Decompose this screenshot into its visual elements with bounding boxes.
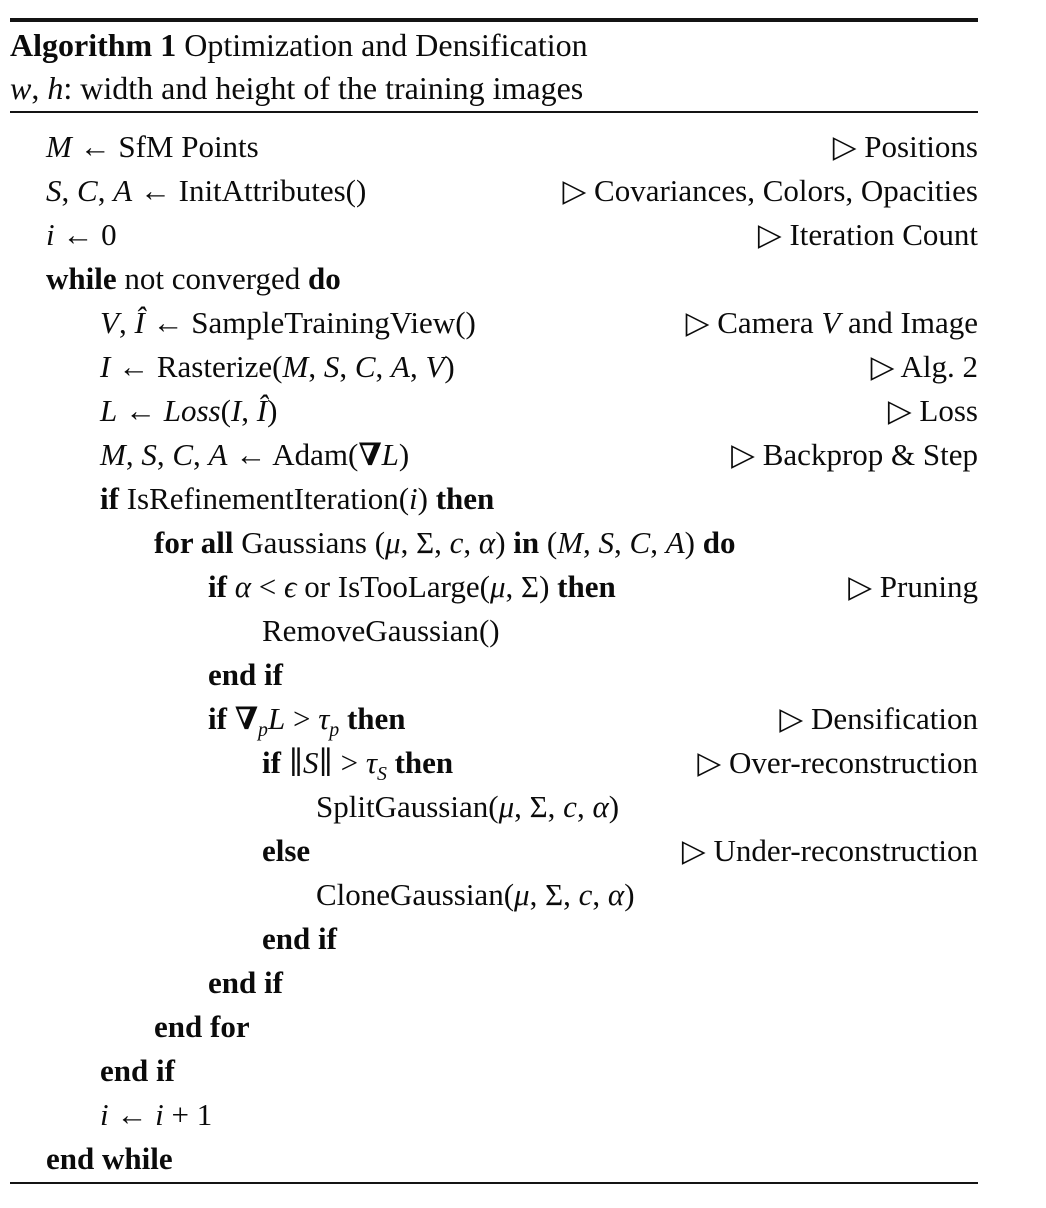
- code-seg: ,: [308, 349, 324, 384]
- code-line-22: [46, 1049, 978, 1093]
- code-line-21: [46, 1005, 978, 1049]
- code-seg: SplitGaussian(: [316, 789, 499, 824]
- code-text: [46, 257, 341, 301]
- code-seg: p: [258, 719, 268, 742]
- line-comment: [888, 389, 978, 433]
- code-line-12: [46, 609, 978, 653]
- code-seg: ,: [463, 525, 479, 560]
- code-text: [46, 477, 494, 521]
- code-seg: S: [46, 173, 62, 208]
- code-seg: M: [100, 437, 126, 472]
- code-seg: S: [141, 437, 157, 472]
- code-seg: ← 0: [54, 217, 117, 252]
- code-line-11: [46, 565, 978, 609]
- code-line-13: [46, 653, 978, 697]
- code-text: [46, 389, 277, 433]
- comment-seg: ▷ Iteration Count: [757, 217, 978, 252]
- code-seg: end for: [154, 1009, 250, 1044]
- code-seg: ,: [583, 525, 599, 560]
- code-seg: ): [608, 789, 620, 824]
- code-seg: C: [172, 437, 194, 472]
- code-seg: ∇: [234, 701, 259, 736]
- code-seg: for all: [154, 525, 234, 560]
- code-seg: S: [323, 349, 340, 384]
- subtitle-seg: ,: [31, 70, 48, 106]
- code-seg: ← SfM Points: [71, 129, 259, 164]
- code-seg: ← InitAttributes(): [132, 173, 367, 208]
- code-seg: A: [391, 349, 410, 384]
- code-seg: then: [394, 745, 454, 780]
- algorithm-title: [10, 24, 978, 67]
- code-seg: then: [557, 569, 616, 604]
- code-line-17: [46, 829, 978, 873]
- code-text: [46, 609, 500, 653]
- comment-seg: ▷ Loss: [887, 393, 978, 428]
- code-seg: i: [100, 1097, 109, 1132]
- code-line-24: [46, 1137, 978, 1181]
- code-seg: ,: [576, 789, 593, 824]
- code-seg: i: [409, 481, 418, 516]
- code-seg: α: [478, 525, 496, 560]
- code-seg: c: [449, 525, 464, 560]
- code-seg: α: [592, 789, 609, 824]
- code-line-2: [46, 169, 978, 213]
- code-seg: >: [285, 701, 319, 736]
- code-text: [46, 697, 406, 741]
- code-seg: ,: [650, 525, 666, 560]
- code-seg: , Σ,: [529, 877, 579, 912]
- code-seg: Î: [256, 393, 268, 428]
- line-comment: [779, 697, 978, 741]
- code-seg: ,: [193, 437, 209, 472]
- code-line-3: [46, 213, 978, 257]
- code-seg: V: [425, 349, 445, 384]
- line-comment: [833, 125, 978, 169]
- comment-seg: ▷ Over-reconstruction: [697, 745, 978, 780]
- code-seg: Î: [134, 305, 145, 340]
- code-text: [46, 1093, 212, 1137]
- code-seg: M: [46, 129, 72, 164]
- code-line-14: [46, 697, 978, 741]
- code-seg: end while: [46, 1141, 173, 1176]
- code-seg: [387, 745, 395, 780]
- code-seg: ,: [125, 437, 142, 472]
- code-seg: else: [262, 833, 311, 868]
- code-seg: i: [155, 1097, 164, 1132]
- code-seg: Gaussians (: [233, 525, 386, 560]
- code-seg: ,: [409, 349, 426, 384]
- code-seg: C: [354, 349, 376, 384]
- comment-seg: ▷ Backprop & Step: [731, 437, 978, 472]
- comment-seg: ▷ Under-reconstruction: [681, 833, 978, 868]
- code-seg: μ: [514, 877, 530, 912]
- code-seg: M: [282, 349, 309, 384]
- comment-seg: and Image: [840, 305, 978, 340]
- code-seg: S: [598, 525, 615, 560]
- code-seg: ∥: [280, 745, 304, 780]
- code-seg: ): [495, 525, 514, 560]
- code-seg: τ: [318, 701, 330, 736]
- code-seg: ): [267, 393, 278, 428]
- code-line-8: [46, 433, 978, 477]
- code-seg: A: [208, 437, 228, 472]
- code-seg: end if: [208, 657, 283, 692]
- code-seg: I: [100, 349, 111, 384]
- code-seg: <: [250, 569, 284, 604]
- code-seg: ): [684, 525, 703, 560]
- comment-seg: ▷ Alg. 2: [870, 349, 978, 384]
- code-seg: c: [563, 789, 577, 824]
- code-seg: L: [267, 701, 286, 736]
- code-line-1: [46, 125, 978, 169]
- code-seg: p: [329, 719, 340, 742]
- line-comment: [848, 565, 978, 609]
- code-seg: , Σ): [505, 569, 558, 604]
- code-seg: [227, 701, 235, 736]
- code-line-7: [46, 389, 978, 433]
- code-text: [46, 785, 619, 829]
- code-seg: if: [208, 569, 227, 604]
- code-text: [46, 301, 476, 345]
- code-text: [46, 169, 366, 213]
- code-line-20: [46, 961, 978, 1005]
- code-seg: [339, 701, 347, 736]
- code-seg: in: [513, 525, 540, 560]
- code-seg: then: [435, 481, 495, 516]
- code-seg: C: [77, 173, 98, 208]
- code-text: [46, 1049, 175, 1093]
- code-seg: ,: [118, 305, 135, 340]
- title-seg: Optimization and Densification: [176, 27, 588, 63]
- line-comment: [562, 169, 978, 213]
- code-seg: ← Adam(: [227, 437, 359, 472]
- code-line-19: [46, 917, 978, 961]
- code-text: [46, 829, 310, 873]
- line-comment: [731, 433, 978, 477]
- code-seg: if: [100, 481, 119, 516]
- code-seg: or IsTooLarge(: [296, 569, 490, 604]
- code-seg: if: [208, 701, 227, 736]
- code-seg: ←: [108, 1097, 156, 1132]
- code-seg: if: [262, 745, 281, 780]
- code-seg: do: [702, 525, 736, 560]
- code-seg: ∇: [358, 437, 382, 472]
- code-text: [46, 1137, 173, 1181]
- comment-seg: V: [821, 305, 841, 340]
- code-seg: ): [444, 349, 455, 384]
- comment-seg: ▷ Camera: [685, 305, 822, 340]
- code-seg: ,: [375, 349, 391, 384]
- code-seg: L: [100, 393, 118, 428]
- algorithm-subtitle: [10, 67, 978, 110]
- code-seg: ,: [97, 173, 114, 208]
- code-text: [46, 873, 635, 917]
- code-seg: [227, 569, 235, 604]
- line-comment: [682, 829, 978, 873]
- code-seg: ,: [241, 393, 257, 428]
- algorithm-body: [10, 113, 978, 1181]
- code-seg: ϵ: [283, 569, 297, 604]
- code-line-9: [46, 477, 978, 521]
- code-seg: M: [557, 525, 584, 560]
- code-text: [46, 125, 259, 169]
- bottom-rule: [10, 1182, 978, 1184]
- code-seg: (: [539, 525, 558, 560]
- code-seg: ,: [156, 437, 173, 472]
- subtitle-seg: h: [47, 70, 64, 106]
- code-seg: Loss: [163, 393, 221, 428]
- comment-seg: ▷ Pruning: [848, 569, 978, 604]
- comment-seg: ▷ Covariances, Colors, Opacities: [562, 173, 978, 208]
- code-line-6: [46, 345, 978, 389]
- code-seg: , Σ,: [400, 525, 450, 560]
- code-seg: S: [376, 763, 387, 786]
- code-seg: ,: [61, 173, 77, 208]
- code-seg: ←: [117, 393, 164, 428]
- code-text: [46, 961, 283, 1005]
- code-seg: c: [578, 877, 593, 912]
- code-seg: end if: [100, 1053, 175, 1088]
- code-seg: μ: [385, 525, 401, 560]
- code-seg: i: [46, 217, 55, 252]
- code-text: [46, 345, 455, 389]
- code-seg: ): [417, 481, 436, 516]
- line-comment: [697, 741, 978, 785]
- subtitle-seg: : width and height of the training images: [63, 70, 584, 106]
- code-seg: A: [113, 173, 133, 208]
- code-text: [46, 565, 616, 609]
- code-text: [46, 1005, 250, 1049]
- code-seg: τ: [365, 745, 377, 780]
- code-text: [46, 917, 337, 961]
- algorithm-figure: [10, 0, 978, 1184]
- code-line-18: [46, 873, 978, 917]
- code-seg: C: [629, 525, 651, 560]
- code-line-23: [46, 1093, 978, 1137]
- code-seg: ): [624, 877, 635, 912]
- code-seg: then: [346, 701, 406, 736]
- code-seg: ∥ >: [318, 745, 366, 780]
- code-seg: end if: [262, 921, 337, 956]
- code-seg: I: [230, 393, 242, 428]
- code-seg: ,: [614, 525, 630, 560]
- code-seg: ,: [592, 877, 608, 912]
- code-seg: α: [234, 569, 251, 604]
- code-seg: , Σ,: [514, 789, 564, 824]
- subtitle-seg: w: [10, 70, 32, 106]
- code-seg: while: [46, 261, 117, 296]
- line-comment: [686, 301, 978, 345]
- code-line-5: [46, 301, 978, 345]
- code-seg: L: [381, 437, 399, 472]
- code-seg: μ: [498, 789, 515, 824]
- algorithm-header: [10, 22, 978, 111]
- code-seg: ← Rasterize(: [110, 349, 283, 384]
- code-seg: α: [607, 877, 625, 912]
- code-seg: not converged: [116, 261, 309, 296]
- code-seg: A: [665, 525, 685, 560]
- code-text: [46, 653, 283, 697]
- code-seg: end if: [208, 965, 283, 1000]
- code-text: [46, 433, 409, 477]
- code-seg: ,: [339, 349, 355, 384]
- code-text: [46, 213, 117, 257]
- code-seg: S: [303, 745, 319, 780]
- code-seg: do: [308, 261, 341, 296]
- code-text: [46, 521, 736, 565]
- code-line-10: [46, 521, 978, 565]
- code-line-15: [46, 741, 978, 785]
- comment-seg: ▷ Densification: [779, 701, 978, 736]
- code-seg: μ: [489, 569, 506, 604]
- code-seg: ): [398, 437, 410, 472]
- code-seg: CloneGaussian(: [316, 877, 515, 912]
- comment-seg: ▷ Positions: [832, 129, 978, 164]
- code-seg: ← SampleTrainingView(): [144, 305, 476, 340]
- code-line-4: [46, 257, 978, 301]
- code-seg: RemoveGaussian(): [262, 613, 500, 648]
- code-text: [46, 741, 453, 785]
- title-seg: Algorithm 1: [10, 27, 177, 63]
- code-seg: + 1: [163, 1097, 213, 1132]
- line-comment: [871, 345, 978, 389]
- line-comment: [758, 213, 978, 257]
- code-seg: IsRefinementIteration(: [118, 481, 410, 516]
- code-seg: (: [220, 393, 231, 428]
- code-line-16: [46, 785, 978, 829]
- code-seg: V: [100, 305, 119, 340]
